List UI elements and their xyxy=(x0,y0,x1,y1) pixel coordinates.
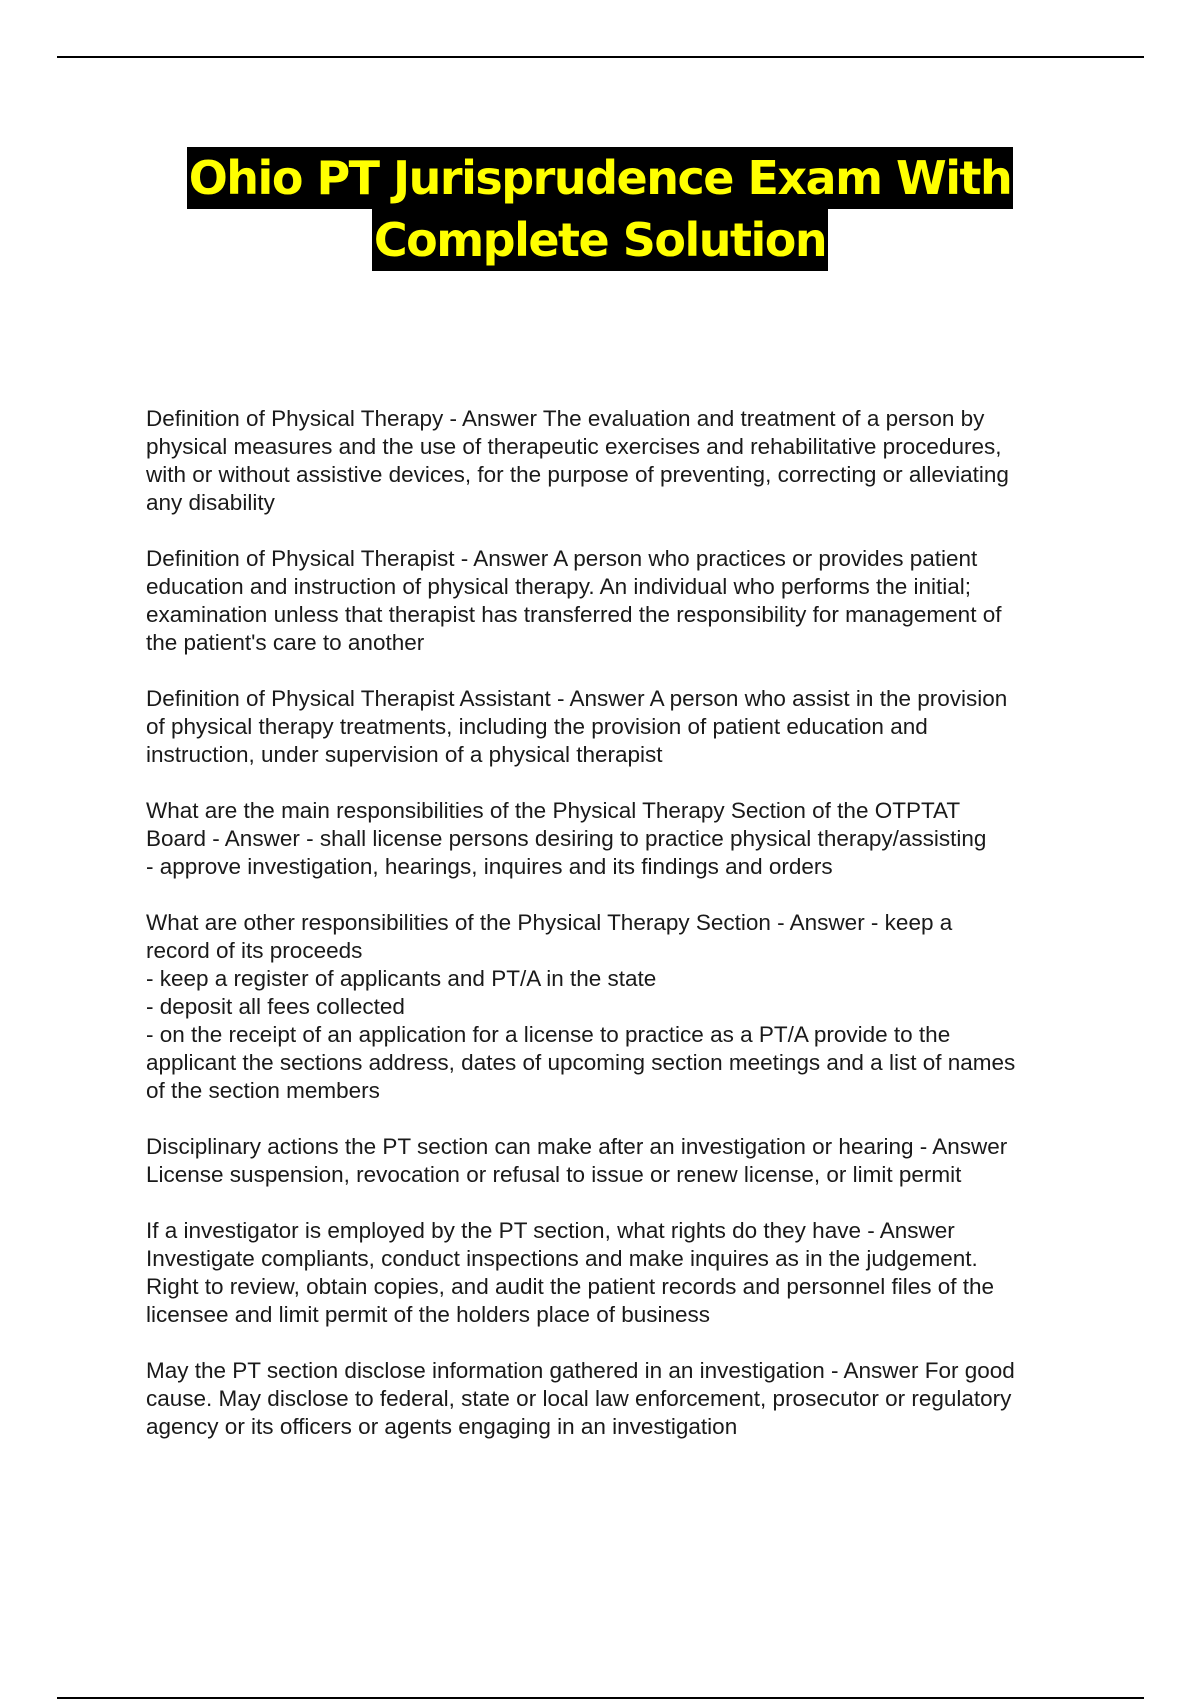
qa-entry xyxy=(146,685,1086,769)
qa-text-line: of the section members xyxy=(146,1078,380,1103)
qa-text-line: with or without assistive devices, for the purpose of preventing, correcting or alleviating xyxy=(146,462,1009,487)
qa-text-line: record of its proceeds xyxy=(146,938,363,963)
qa-text-line: examination unless that therapist has transferred the responsibility for management of xyxy=(146,602,1002,627)
qa-text-line: May the PT section disclose information gathered in an investigation - Answer For good xyxy=(146,1358,1015,1383)
qa-text-line: What are the main responsibilities of the Physical Therapy Section of the OTPTAT xyxy=(146,798,961,823)
qa-text-line: What are other responsibilities of the Physical Therapy Section - Answer - keep a xyxy=(146,910,953,935)
qa-text-line: applicant the sections address, dates of upcoming section meetings and a list of names xyxy=(146,1050,1016,1075)
qa-text-line: Disciplinary actions the PT section can make after an investigation or hearing - Answer xyxy=(146,1134,1008,1159)
qa-entry xyxy=(146,545,1086,657)
qa-text-line: Definition of Physical Therapist Assistant - Answer A person who assist in the provision xyxy=(146,686,1008,711)
qa-text-line: If a investigator is employed by the PT section, what rights do they have - Answer xyxy=(146,1218,955,1243)
qa-text-line: Investigate compliants, conduct inspections and make inquires as in the judgement. xyxy=(146,1246,978,1271)
qa-entry xyxy=(146,797,1086,881)
qa-text-line: License suspension, revocation or refusal to issue or renew license, or limit permit xyxy=(146,1162,962,1187)
qa-list xyxy=(146,405,1086,1469)
bottom-rule xyxy=(57,1697,1144,1699)
qa-entry xyxy=(146,1217,1086,1329)
qa-text-line: any disability xyxy=(146,490,275,515)
qa-entry xyxy=(146,1357,1086,1441)
qa-text-line: licensee and limit permit of the holders place of business xyxy=(146,1302,711,1327)
qa-text-line: education and instruction of physical therapy. An individual who performs the initial; xyxy=(146,574,972,599)
qa-text-line: Board - Answer - shall license persons desiring to practice physical therapy/assisting xyxy=(146,826,987,851)
qa-text-line: of physical therapy treatments, including the provision of patient education and xyxy=(146,714,928,739)
qa-text-line: - approve investigation, hearings, inquires and its findings and orders xyxy=(146,854,833,879)
qa-entry xyxy=(146,909,1086,1105)
top-rule xyxy=(57,56,1144,58)
qa-entry xyxy=(146,1133,1086,1189)
qa-text-line: Right to review, obtain copies, and audit the patient records and personnel files of the xyxy=(146,1274,995,1299)
document-title xyxy=(0,147,1200,271)
qa-text-line: cause. May disclose to federal, state or local law enforcement, prosecutor or regulatory xyxy=(146,1386,1012,1411)
qa-text-line: - on the receipt of an application for a license to practice as a PT/A provide to the xyxy=(146,1022,951,1047)
qa-text-line: Definition of Physical Therapist - Answer A person who practices or provides patient xyxy=(146,546,978,571)
title-line-1: Ohio PT Jurisprudence Exam With xyxy=(187,147,1014,209)
qa-text-line: agency or its officers or agents engaging in an investigation xyxy=(146,1414,738,1439)
qa-text-line: the patient's care to another xyxy=(146,630,425,655)
qa-entry xyxy=(146,405,1086,517)
qa-text-line: Definition of Physical Therapy - Answer The evaluation and treatment of a person by xyxy=(146,406,985,431)
title-line-2: Complete Solution xyxy=(372,209,828,271)
qa-text-line: physical measures and the use of therapeutic exercises and rehabilitative procedures, xyxy=(146,434,1002,459)
qa-text-line: - deposit all fees collected xyxy=(146,994,405,1019)
qa-text-line: instruction, under supervision of a physical therapist xyxy=(146,742,663,767)
qa-text-line: - keep a register of applicants and PT/A in the state xyxy=(146,966,657,991)
